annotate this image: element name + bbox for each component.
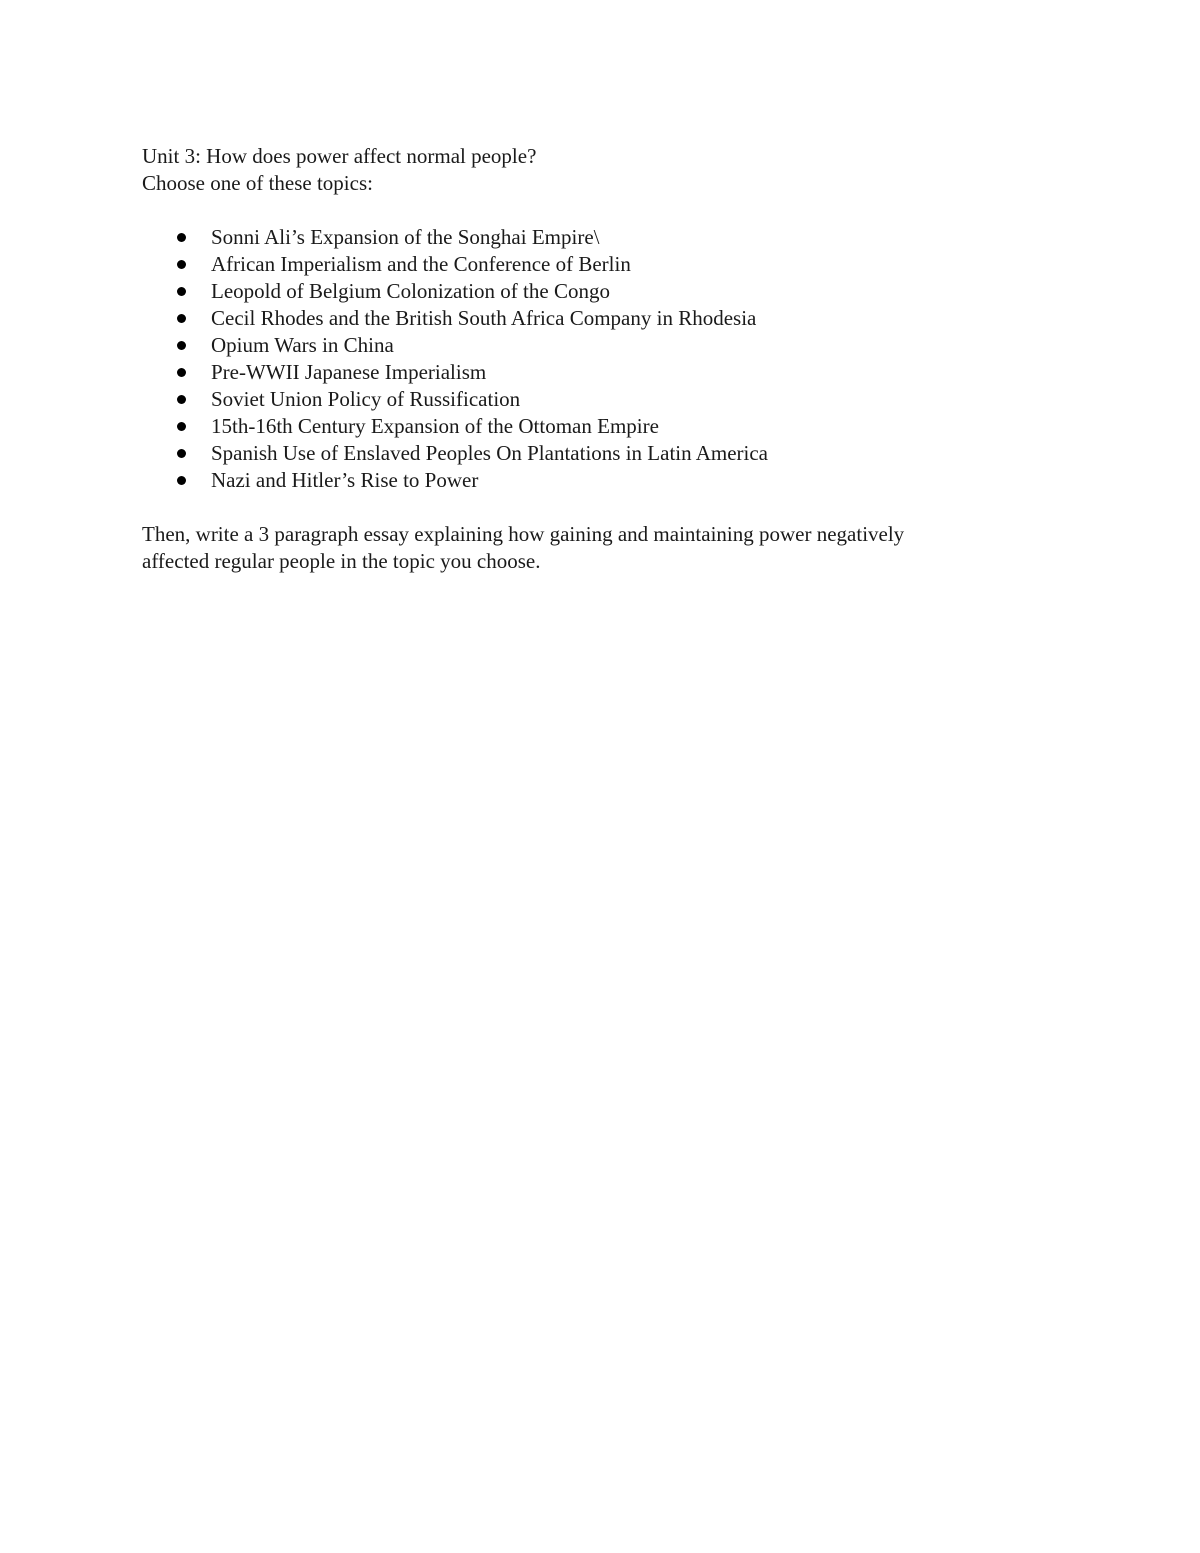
list-item xyxy=(142,467,1042,494)
list-item xyxy=(142,413,1042,440)
list-item xyxy=(142,278,1042,305)
topic-label: Opium Wars in China xyxy=(211,333,394,357)
bullet-icon xyxy=(177,233,186,242)
document-body xyxy=(142,143,1042,575)
topic-label: Soviet Union Policy of Russification xyxy=(211,387,521,411)
unit-heading: Unit 3: How does power affect normal people? xyxy=(142,144,537,168)
bullet-icon xyxy=(177,476,186,485)
bullet-icon xyxy=(177,422,186,431)
list-item xyxy=(142,251,1042,278)
bullet-icon xyxy=(177,314,186,323)
essay-instruction-line-2: affected regular people in the topic you choose. xyxy=(142,549,541,573)
bullet-icon xyxy=(177,341,186,350)
list-item xyxy=(142,359,1042,386)
topic-label: Sonni Ali’s Expansion of the Songhai Empire\ xyxy=(211,225,600,249)
bullet-icon xyxy=(177,368,186,377)
bullet-icon xyxy=(177,287,186,296)
topic-instruction: Choose one of these topics: xyxy=(142,171,373,195)
topic-label: Nazi and Hitler’s Rise to Power xyxy=(211,468,479,492)
topic-label: 15th-16th Century Expansion of the Ottoman Empire xyxy=(211,414,659,438)
list-item xyxy=(142,440,1042,467)
bullet-icon xyxy=(177,449,186,458)
list-item xyxy=(142,386,1042,413)
essay-instruction-line-1: Then, write a 3 paragraph essay explaining how gaining and maintaining power negatively xyxy=(142,522,905,546)
essay-instruction xyxy=(142,521,1022,575)
list-item xyxy=(142,224,1042,251)
topic-label: African Imperialism and the Conference of Berlin xyxy=(211,252,631,276)
list-item xyxy=(142,332,1042,359)
topic-label: Pre-WWII Japanese Imperialism xyxy=(211,360,487,384)
topic-list xyxy=(142,224,1042,494)
bullet-icon xyxy=(177,260,186,269)
list-item xyxy=(142,305,1042,332)
bullet-icon xyxy=(177,395,186,404)
topic-label: Spanish Use of Enslaved Peoples On Plantations in Latin America xyxy=(211,441,768,465)
topic-label: Cecil Rhodes and the British South Africa Company in Rhodesia xyxy=(211,306,757,330)
topic-label: Leopold of Belgium Colonization of the Congo xyxy=(211,279,610,303)
